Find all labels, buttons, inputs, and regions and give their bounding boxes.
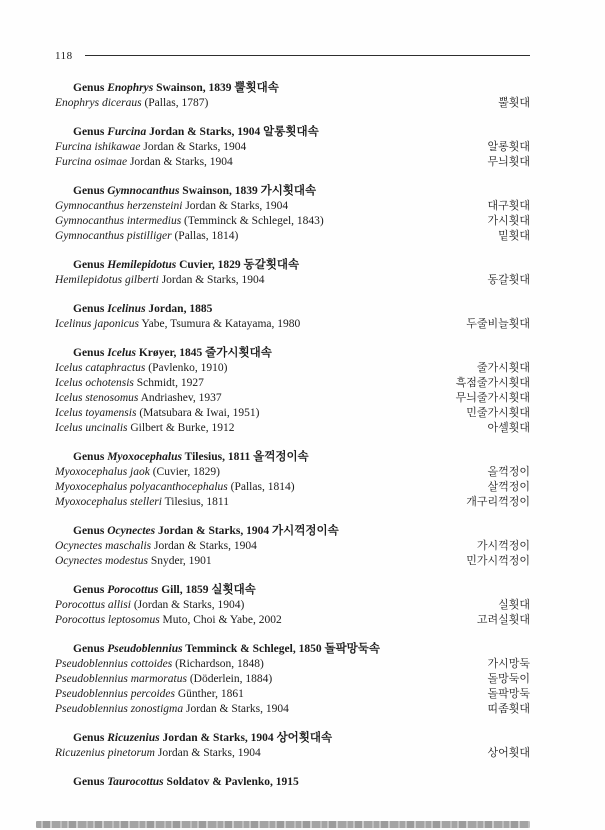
species-korean-name: 개구리꺽정이 (466, 496, 530, 508)
species-name: Myoxocephalus jaok (55, 466, 150, 478)
genus-heading (55, 81, 530, 96)
header-rule (85, 55, 530, 56)
species-korean-name: 돌망둑이 (487, 673, 530, 685)
genus-korean-name: 동갈횟대속 (243, 259, 300, 271)
genus-authority: Temminck & Schlegel, 1850 (185, 643, 322, 655)
genus-name: Porocottus (107, 584, 159, 596)
species-authority: (Temminck & Schlegel, 1843) (184, 215, 324, 227)
species-row (55, 702, 530, 717)
species-name: Porocottus leptosomus (55, 614, 160, 626)
genus-authority: Jordan & Starks, 1904 (157, 525, 270, 537)
species-row (55, 273, 530, 288)
species-name: Pseudoblennius percoides (55, 688, 175, 700)
genus-authority: Soldatov & Pavlenko, 1915 (166, 776, 299, 788)
genus-label: Genus (73, 185, 105, 197)
genus-heading (55, 775, 530, 790)
species-korean-name: 올꺽정이 (487, 466, 530, 478)
species-row (55, 421, 530, 436)
species-authority: Jordan & Starks, 1904 (129, 156, 233, 168)
species-korean-name: 가시꺽정이 (476, 540, 530, 552)
species-row (55, 495, 530, 510)
genus-heading (55, 731, 530, 746)
genus-korean-name: 돌팍망둑속 (324, 643, 381, 655)
genus-korean-name: 상어횟대속 (276, 732, 333, 744)
species-korean-name: 밑횟대 (498, 230, 530, 242)
genus-label: Genus (73, 259, 105, 271)
species-name: Gymnocanthus intermedius (55, 215, 182, 227)
genus-name: Taurocottus (107, 776, 164, 788)
genus-authority: Swainson, 1839 (156, 82, 232, 94)
species-authority: Gilbert & Burke, 1912 (130, 422, 235, 434)
species-row (55, 155, 530, 170)
species-authority: (Pallas, 1787) (144, 97, 209, 109)
genus-section (55, 731, 530, 761)
genus-label: Genus (73, 776, 105, 788)
species-row (55, 199, 530, 214)
species-korean-name: 고려실횟대 (476, 614, 530, 626)
genus-heading (55, 642, 530, 657)
genus-name: Myoxocephalus (107, 451, 182, 463)
genus-authority: Cuvier, 1829 (179, 259, 241, 271)
species-name: Hemilepidotus gilberti (55, 274, 159, 286)
species-korean-name: 가시횟대 (487, 215, 530, 227)
genus-label: Genus (73, 643, 105, 655)
species-name: Furcina ishikawae (55, 141, 141, 153)
species-row (55, 361, 530, 376)
species-authority: Jordan & Starks, 1904 (185, 703, 289, 715)
species-name: Ocynectes modestus (55, 555, 148, 567)
genus-heading (55, 125, 530, 140)
page-number: 118 (55, 49, 73, 62)
species-name: Furcina osimae (55, 156, 128, 168)
genus-label: Genus (73, 347, 105, 359)
species-authority: Tilesius, 1811 (164, 496, 229, 508)
species-authority: Günther, 1861 (177, 688, 244, 700)
species-name: Pseudoblennius cottoides (55, 658, 173, 670)
genus-authority: Jordan & Starks, 1904 (162, 732, 274, 744)
genus-authority: Gill, 1859 (161, 584, 209, 596)
species-korean-name: 대구횟대 (487, 200, 530, 212)
species-korean-name: 민가시꺽정이 (466, 555, 530, 567)
genus-section (55, 583, 530, 628)
species-korean-name: 줄가시횟대 (476, 362, 530, 374)
page-content (55, 48, 530, 790)
genus-name: Furcina (107, 126, 147, 138)
genus-authority: Tilesius, 1811 (184, 451, 251, 463)
species-row (55, 96, 530, 111)
species-korean-name: 알롱횟대 (487, 141, 530, 153)
genus-heading (55, 184, 530, 199)
species-authority: (Pavlenko, 1910) (148, 362, 228, 374)
species-row (55, 391, 530, 406)
genus-label: Genus (73, 732, 105, 744)
genus-label: Genus (73, 303, 105, 315)
species-name: Pseudoblennius marmoratus (55, 673, 187, 685)
species-authority: Jordan & Starks, 1904 (157, 747, 261, 759)
species-korean-name: 살꺽정이 (487, 481, 530, 493)
species-name: Porocottus allisi (55, 599, 131, 611)
genus-korean-name: 뿔횟대속 (234, 82, 279, 94)
genus-section (55, 642, 530, 717)
genus-korean-name: 가시횟대속 (260, 185, 317, 197)
species-authority: (Richardson, 1848) (175, 658, 264, 670)
genus-section (55, 524, 530, 569)
species-authority: (Pallas, 1814) (174, 230, 239, 242)
species-name: Icelinus japonicus (55, 318, 139, 330)
species-authority: (Matsubara & Iwai, 1951) (139, 407, 260, 419)
genus-authority: Krøyer, 1845 (138, 347, 203, 359)
species-name: Gymnocanthus pistilliger (55, 230, 172, 242)
species-authority: (Cuvier, 1829) (152, 466, 220, 478)
species-row (55, 140, 530, 155)
genus-authority: Jordan, 1885 (148, 303, 213, 315)
genus-authority: Swainson, 1839 (182, 185, 258, 197)
species-row (55, 480, 530, 495)
species-authority: Muto, Choi & Yabe, 2002 (162, 614, 282, 626)
species-row (55, 657, 530, 672)
scan-edge-artifact (36, 821, 530, 828)
genus-heading (55, 450, 530, 465)
genus-section (55, 81, 530, 111)
genus-name: Hemilepidotus (107, 259, 177, 271)
species-korean-name: 무늬횟대 (487, 156, 530, 168)
species-korean-name: 무늬줄가시횟대 (455, 392, 530, 404)
species-row (55, 598, 530, 613)
genus-section (55, 125, 530, 170)
species-row (55, 317, 530, 332)
species-name: Icelus uncinalis (55, 422, 128, 434)
genus-name: Pseudoblennius (107, 643, 183, 655)
species-name: Ricuzenius pinetorum (55, 747, 155, 759)
species-korean-name: 동갈횟대 (487, 274, 530, 286)
species-name: Myoxocephalus polyacanthocephalus (55, 481, 228, 493)
genus-label: Genus (73, 451, 105, 463)
species-korean-name: 뿔횟대 (498, 97, 530, 109)
species-row (55, 406, 530, 421)
genus-korean-name: 실횟대속 (211, 584, 256, 596)
species-authority: Snyder, 1901 (150, 555, 212, 567)
species-authority: Jordan & Starks, 1904 (185, 200, 289, 212)
genus-korean-name: 알롱횟대속 (263, 126, 319, 138)
genus-heading (55, 524, 530, 539)
genus-heading (55, 346, 530, 361)
genus-heading (55, 258, 530, 273)
species-authority: (Jordan & Starks, 1904) (133, 599, 245, 611)
species-name: Gymnocanthus herzensteini (55, 200, 183, 212)
genus-name: Icelus (107, 347, 136, 359)
species-authority: Jordan & Starks, 1904 (161, 274, 265, 286)
species-name: Ocynectes maschalis (55, 540, 152, 552)
genus-label: Genus (73, 525, 105, 537)
genus-korean-name: 올꺽정이속 (253, 451, 309, 463)
species-authority: Jordan & Starks, 1904 (143, 141, 247, 153)
genus-authority: Jordan & Starks, 1904 (149, 126, 261, 138)
genus-heading (55, 583, 530, 598)
genus-korean-name: 줄가시횟대속 (205, 347, 272, 359)
species-row (55, 687, 530, 702)
species-authority: Schmidt, 1927 (136, 377, 204, 389)
species-authority: Jordan & Starks, 1904 (154, 540, 257, 552)
genus-section (55, 184, 530, 244)
species-authority: (Pallas, 1814) (230, 481, 295, 493)
species-row (55, 465, 530, 480)
species-korean-name: 민줄가시횟대 (466, 407, 530, 419)
genus-label: Genus (73, 126, 105, 138)
genus-section (55, 775, 530, 790)
genus-label: Genus (73, 82, 105, 94)
species-row (55, 376, 530, 391)
species-korean-name: 상어횟대 (487, 747, 530, 759)
genus-name: Icelinus (107, 303, 146, 315)
genus-section (55, 450, 530, 510)
species-korean-name: 아셀횟대 (487, 422, 530, 434)
species-authority: Yabe, Tsumura & Katayama, 1980 (141, 318, 301, 330)
species-row (55, 539, 530, 554)
species-row (55, 746, 530, 761)
species-authority: Andriashev, 1937 (140, 392, 222, 404)
species-korean-name: 두줄비늘횟대 (466, 318, 530, 330)
genus-section (55, 258, 530, 288)
species-korean-name: 돌팍망둑 (487, 688, 530, 700)
species-korean-name: 가시망둑 (487, 658, 530, 670)
species-korean-name: 띠좀횟대 (487, 703, 530, 715)
page-header (55, 48, 530, 63)
species-name: Myoxocephalus stelleri (55, 496, 162, 508)
species-authority: (Döderlein, 1884) (189, 673, 273, 685)
genus-section (55, 302, 530, 332)
genus-name: Ricuzenius (107, 732, 160, 744)
species-row (55, 554, 530, 569)
genus-name: Ocynectes (107, 525, 156, 537)
species-korean-name: 흑점줄가시횟대 (455, 377, 530, 389)
species-row (55, 672, 530, 687)
genus-label: Genus (73, 584, 105, 596)
species-name: Pseudoblennius zonostigma (55, 703, 184, 715)
species-name: Enophrys diceraus (55, 97, 142, 109)
species-korean-name: 실횟대 (498, 599, 530, 611)
species-name: Icelus toyamensis (55, 407, 137, 419)
species-name: Icelus stenosomus (55, 392, 139, 404)
species-name: Icelus ochotensis (55, 377, 134, 389)
genus-name: Enophrys (107, 82, 154, 94)
genus-section (55, 346, 530, 436)
genus-name: Gymnocanthus (107, 185, 180, 197)
species-row (55, 229, 530, 244)
species-name: Icelus cataphractus (55, 362, 146, 374)
genus-korean-name: 가시꺽정이속 (272, 525, 339, 537)
species-row (55, 613, 530, 628)
genus-heading (55, 302, 530, 317)
species-row (55, 214, 530, 229)
